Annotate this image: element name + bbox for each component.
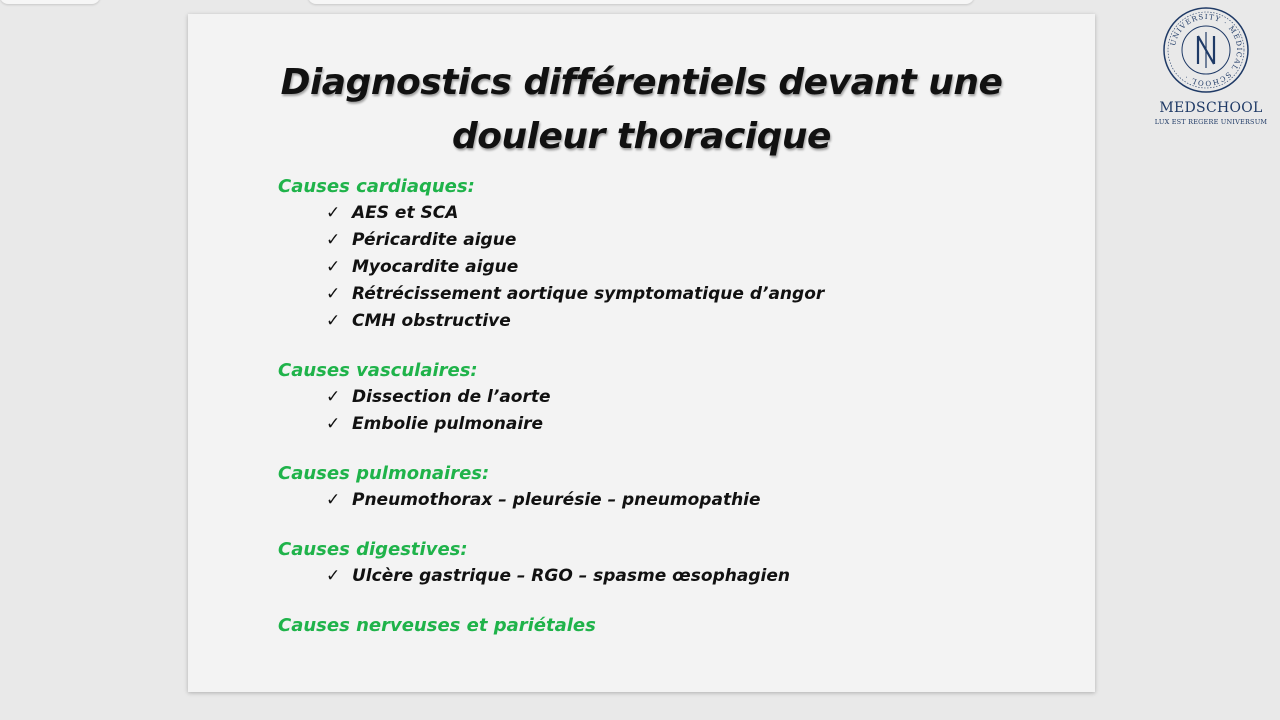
list-item: [326, 411, 1058, 438]
slide-title: [188, 56, 1095, 164]
medschool-seal-icon: [1162, 6, 1250, 94]
logo-motto: LUX EST REGERE UNIVERSUM: [1154, 118, 1268, 126]
section-cardiac: [278, 174, 1058, 335]
list-item: [326, 227, 1058, 254]
seal-text: UNIVERSITY · MEDICAL SCHOOL ·: [1169, 12, 1244, 88]
slide-title-line1: Diagnostics différentiels devant une: [280, 62, 1003, 103]
slide-title-line2: douleur thoracique: [452, 116, 831, 157]
list-item: [326, 254, 1058, 281]
medschool-logo: [1152, 6, 1272, 130]
check-icon: ✓: [326, 566, 341, 586]
list-item: [326, 281, 1058, 308]
list-item-text: Myocardite aigue: [352, 257, 519, 277]
section-heading: Causes vasculaires:: [278, 360, 478, 381]
logo-name: MEDSCHOOL: [1159, 100, 1263, 116]
check-icon: ✓: [326, 230, 341, 250]
list-item: [326, 563, 1058, 590]
section-nervous-parietal: [278, 613, 1058, 639]
section-pulmonary: [278, 461, 1058, 514]
browser-address-bar-edge: [308, 0, 974, 4]
check-icon: ✓: [326, 257, 341, 277]
section-heading: Causes digestives:: [278, 539, 468, 560]
list-item: [326, 308, 1058, 335]
section-digestive: [278, 537, 1058, 590]
slide-content: [278, 174, 1058, 662]
check-icon: ✓: [326, 311, 341, 331]
item-list: [278, 200, 1058, 335]
list-item: [326, 487, 1058, 514]
list-item-text: Pneumothorax – pleurésie – pneumopathie: [352, 490, 761, 510]
list-item-text: CMH obstructive: [352, 311, 511, 331]
check-icon: ✓: [326, 490, 341, 510]
item-list: [278, 563, 1058, 590]
section-heading: Causes cardiaques:: [278, 176, 475, 197]
list-item-text: AES et SCA: [352, 203, 459, 223]
section-heading: Causes pulmonaires:: [278, 463, 490, 484]
item-list: [278, 384, 1058, 438]
list-item-text: Ulcère gastrique – RGO – spasme œsophagien: [352, 566, 790, 586]
item-list: [278, 487, 1058, 514]
list-item: [326, 200, 1058, 227]
section-heading: Causes nerveuses et pariétales: [278, 615, 596, 636]
check-icon: ✓: [326, 284, 341, 304]
list-item-text: Rétrécissement aortique symptomatique d’angor: [352, 284, 825, 304]
list-item: [326, 384, 1058, 411]
list-item-text: Embolie pulmonaire: [352, 414, 544, 434]
section-vascular: [278, 358, 1058, 438]
list-item-text: Dissection de l’aorte: [352, 387, 551, 407]
slide: [188, 14, 1095, 692]
browser-tab-edge: [0, 0, 100, 4]
check-icon: ✓: [326, 387, 341, 407]
check-icon: ✓: [326, 203, 341, 223]
check-icon: ✓: [326, 414, 341, 434]
list-item-text: Péricardite aigue: [352, 230, 517, 250]
